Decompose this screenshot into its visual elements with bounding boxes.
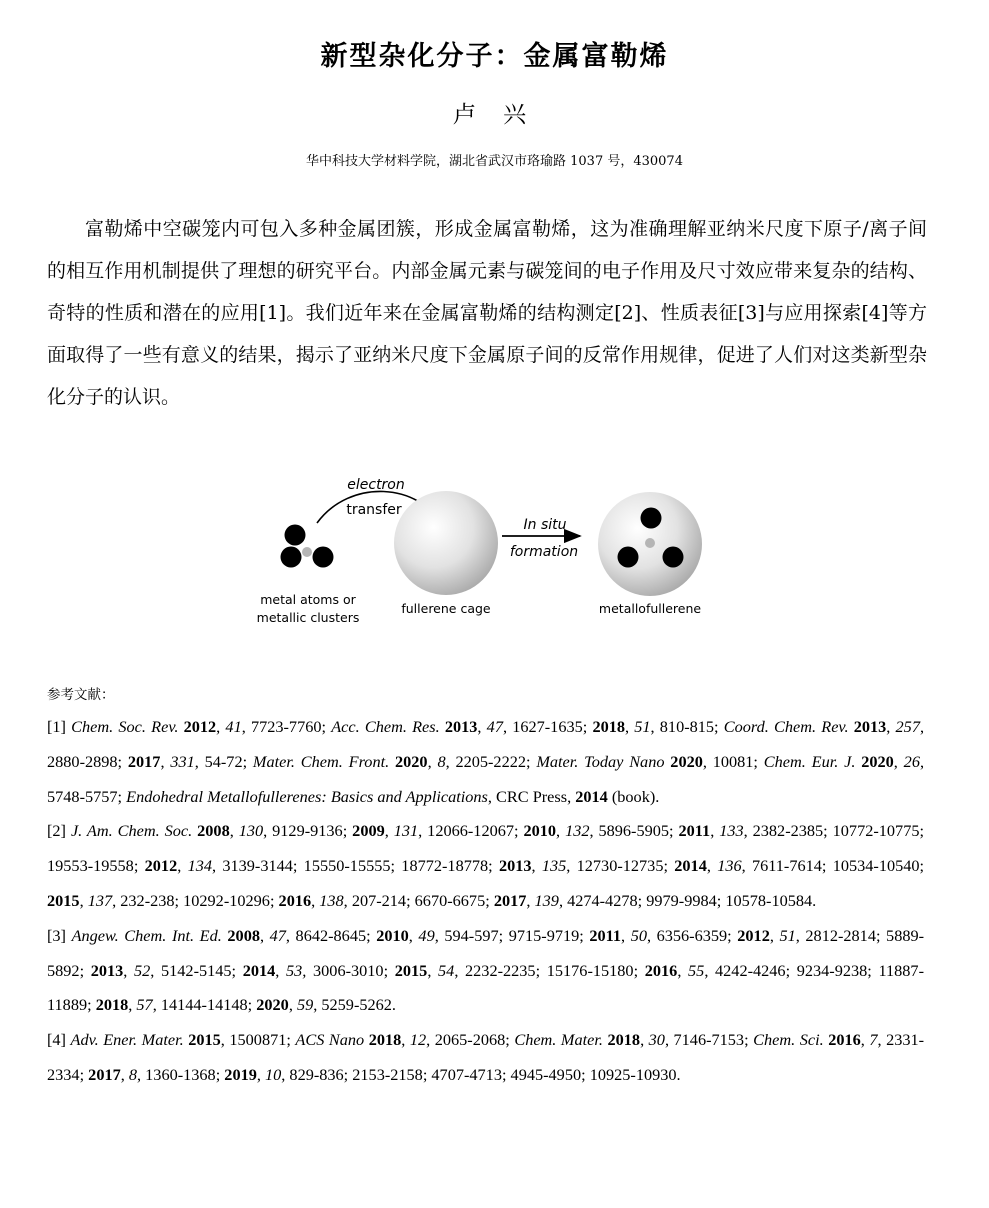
abstract-paragraph: 富勒烯中空碳笼内可包入多种金属团簇，形成金属富勒烯，这为准确理解亚纳米尺度下原子/离子间的相互作用机制提供了理想的研究平台。内部金属元素与碳笼间的电子作用及尺寸效应带来复杂的结构、奇特的性质和潜在的应用[1]。我们近年来在金属富勒烯的结构测定[2]、性质表征[3]与应用探索[4]等方面取得了一些有意义的结果，揭示了亚纳米尺度下金属原子间的反常作用规律，促进了人们对这类新型杂化分子的认识。 xyxy=(47,218,927,408)
label-metal-line1: metal atoms or xyxy=(260,592,356,607)
metal-cluster xyxy=(281,525,334,568)
reference-label: [4] xyxy=(47,1030,66,1050)
label-metal-line2: metallic clusters xyxy=(256,610,360,625)
author-name: 卢 兴 xyxy=(452,102,537,128)
reference-item: [3] Angew. Chem. Int. Ed. 2008, 47, 8642-8645; 2010, 49, 594-597; 9715-9719; 2011, 50, 6356-6359; 2012, 51, 2812-2814; 5889-5892; 2013, 52, 5142-5145; 2014, 53, 3006-3010; 2015, 54, 2232-2235; 15176-15180; 2016, 55, 4242-4246; 9234-9238; 11887-11889; 2018, 57, 14144-14148; 2020, 59, 5259-5262. xyxy=(47,925,925,1015)
arrow2-bottom-label: formation xyxy=(509,544,579,560)
reference-label: [2] xyxy=(47,821,66,841)
central-atom xyxy=(302,547,312,557)
figure-svg xyxy=(240,468,720,638)
central-atom xyxy=(645,538,655,548)
reference-item: [2] J. Am. Chem. Soc. 2008, 130, 9129-9136; 2009, 131, 12066-12067; 2010, 132, 5896-5905; 2011, 133, 2382-2385; 10772-10775; 19553-19558; 2012, 134, 3139-3144; 15550-15555; 18772-18778; 2013, 135, 12730-12735; 2014, 136, 7611-7614; 10534-10540; 2015, 137, 232-238; 10292-10296; 2016, 138, 207-214; 6670-6675; 2017, 139, 4274-4278; 9979-9984; 10578-10584. xyxy=(47,821,925,910)
metal-atom xyxy=(285,525,306,546)
metal-atom xyxy=(641,508,662,529)
arrow1-bottom-label: transfer xyxy=(346,502,402,518)
metal-atom xyxy=(663,547,684,568)
metal-atom xyxy=(281,547,302,568)
label-cage: fullerene cage xyxy=(401,601,491,616)
references-list xyxy=(47,710,924,1093)
metallofullerene-figure xyxy=(240,468,720,638)
paper-title: 新型杂化分子：金属富勒烯 xyxy=(320,41,669,72)
affiliation: 华中科技大学材料学院，湖北省武汉市珞瑜路 1037 号，430074 xyxy=(306,154,683,169)
arrow1-top-label: electron xyxy=(347,477,405,493)
metal-atom xyxy=(618,547,639,568)
reference-label: [3] xyxy=(47,925,66,945)
label-product: metallofullerene xyxy=(598,601,702,616)
references-heading: 参考文献： xyxy=(47,687,115,703)
reference-item: [4] Adv. Ener. Mater. 2015, 1500871; ACS Nano 2018, 12, 2065-2068; Chem. Mater. 2018, 30, 7146-7153; Chem. Sci. 2016, 7, 2331-2334; 2017, 8, 1360-1368; 2019, 10, 829-836; 2153-2158; 4707-4713; 4945-4950; 10925-10930. xyxy=(47,1030,925,1084)
arrow2-top-label: In situ xyxy=(523,517,567,533)
metal-atom xyxy=(313,547,334,568)
reference-item: [1] Chem. Soc. Rev. 2012, 41, 7723-7760; Acc. Chem. Res. 2013, 47, 1627-1635; 2018, 51, 810-815; Coord. Chem. Rev. 2013, 257, 2880-2898; 2017, 331, 54-72; Mater. Chem. Front. 2020, 8, 2205-2222; Mater. Today Nano 2020, 10081; Chem. Eur. J. 2020, 26, 5748-5757; Endohedral Metallofullerenes: Basics and Applications, CRC Press, 2014 (book). xyxy=(47,717,925,806)
fullerene-cage xyxy=(394,491,498,595)
reference-label: [1] xyxy=(47,717,66,736)
